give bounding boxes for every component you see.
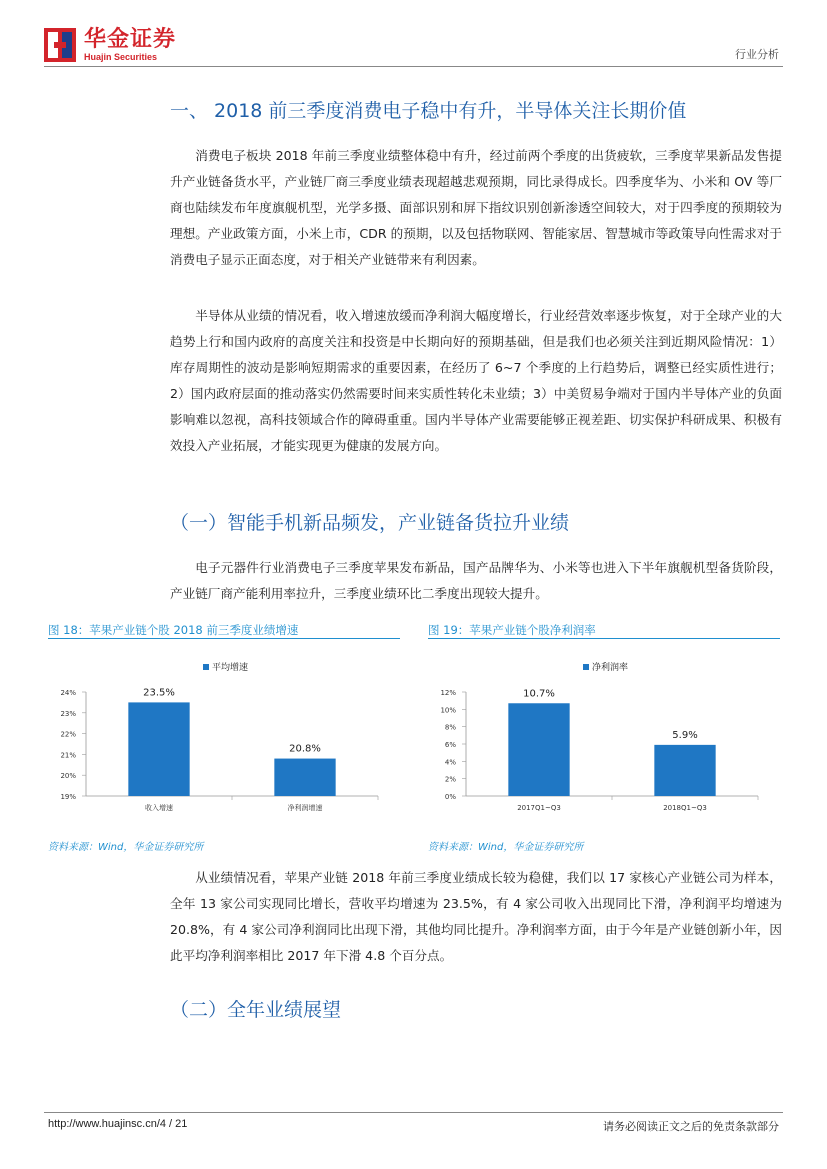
figure-19-source: 资料来源：Wind，华金证券研究所 (428, 842, 584, 853)
x-tick-label: 2017Q1~Q3 (517, 804, 561, 812)
figure-19-chart (428, 650, 780, 830)
logo-mark-icon (44, 28, 76, 62)
y-tick-label: 12% (440, 689, 456, 697)
footer-url-page[interactable]: http://www.huajinsc.cn/4 / 21 (48, 1118, 188, 1130)
figure-19-title: 图 19：苹果产业链个股净利润率 (428, 623, 596, 637)
y-tick-label: 20% (60, 772, 76, 781)
data-label: 10.7% (523, 688, 555, 700)
data-label: 23.5% (143, 687, 175, 699)
y-tick-label: 4% (444, 758, 456, 767)
y-tick-label: 19% (60, 793, 76, 801)
header-divider (44, 66, 783, 67)
y-tick-label: 10% (440, 706, 456, 715)
legend-swatch (203, 664, 209, 670)
footer-divider (44, 1112, 783, 1113)
figure-18-title: 图 18：苹果产业链个股 2018 前三季度业绩增速 (48, 623, 299, 637)
analysis-paragraph: 从业绩情况看，苹果产业链 2018 年前三季度业绩成长较为稳健，我们以 17 家核心产业链公司为样本，全年 13 家公司实现同比增长，营收平均增速为 23.5%，有 4 家公司收入出现同比下滑，净利润平均增速为 20.8%，有 4 家公司净利润同比出现下滑，其他均同比提升。净利润率方面，由于今年是产业链创新小年，因此平均净利润率相比 2017 年下滑 4.8 个百分点。 (170, 870, 782, 963)
figure-18-rule (48, 638, 400, 639)
y-tick-label: 0% (444, 793, 456, 801)
bar (128, 702, 189, 796)
footer-disclaimer: 请务必阅读正文之后的免责条款部分 (603, 1120, 779, 1133)
figure-18-source: 资料来源：Wind，华金证券研究所 (48, 842, 204, 853)
figure-19-rule (428, 638, 780, 639)
legend-label: 净利润率 (592, 663, 629, 673)
logo-text-cn: 华金证券 (84, 27, 177, 52)
data-label: 20.8% (289, 743, 321, 755)
legend-label: 平均增速 (212, 663, 249, 673)
section1-paragraph-2: 半导体从业绩的情况看，收入增速放缓而净利润大幅度增长，行业经营效率逐步恢复，对于全球产业的大趋势上行和国内政府的高度关注和投资是中长期向好的预期基础，但是我们也必须关注到近期风险情况：1）库存周期性的波动是影响短期需求的重要因素，在经历了 6~7 个季度的上行趋势后，调整已经实质性进行；2）国内政府层面的推动落实仍然需要时间来实质性转化未业绩；3）中美贸易争端对于国内半导体产业的负面影响难以忽视，高科技领域合作的障碍重重。国内半导体产业需要能够正视差距、切实保护科研成果、积极有效投入产业拓展，才能实现更为健康的发展方向。 (170, 308, 782, 453)
subsection1-paragraph: 电子元器件行业消费电子三季度苹果发布新品，国产品牌华为、小米等也进入下半年旗舰机型备货阶段，产业链厂商产能利用率拉升，三季度业绩环比二季度出现较大提升。 (170, 560, 782, 601)
bar (274, 759, 335, 796)
bar (508, 703, 569, 796)
section-heading-1: 一、 2018 前三季度消费电子稳中有升，半导体关注长期价值 (170, 100, 687, 122)
bar (654, 745, 715, 796)
y-tick-label: 23% (60, 709, 76, 718)
section1-paragraph-1: 消费电子板块 2018 年前三季度业绩整体稳中有升，经过前两个季度的出货疲软，三季度苹果新品发售提升产业链备货水平，产业链厂商三季度业绩表现超越悲观预期，同比录得成长。四季度华为、小米和 OV 等厂商也陆续发布年度旗舰机型，光学多摄、面部识别和屏下指纹识别创新渗透空间较大，对于四季度的预期较为理想。产业政策方面，小米上市，CDR 的预期，以及包括物联网、智能家居、智慧城市等政策导向性需求对于消费电子显示正面态度，对于相关产业链带来有利因素。 (170, 148, 782, 267)
company-logo (44, 28, 179, 64)
x-tick-label: 净利润增速 (287, 804, 323, 812)
y-tick-label: 2% (444, 775, 456, 784)
data-label: 5.9% (672, 729, 698, 741)
y-tick-label: 8% (444, 723, 456, 732)
subsection-heading-2: （二）全年业绩展望 (170, 999, 342, 1021)
logo-text-en: Huajin Securities (84, 52, 158, 62)
y-tick-label: 22% (60, 730, 76, 739)
report-category: 行业分析 (735, 48, 779, 61)
subsection-heading-1: （一）智能手机新品频发，产业链备货拉升业绩 (170, 512, 570, 534)
legend-swatch (583, 664, 589, 670)
y-tick-label: 21% (60, 751, 76, 760)
figure-18-chart (48, 650, 400, 830)
y-tick-label: 24% (60, 689, 76, 697)
y-tick-label: 6% (444, 741, 456, 749)
x-tick-label: 2018Q1~Q3 (663, 804, 707, 812)
x-tick-label: 收入增速 (145, 804, 173, 812)
